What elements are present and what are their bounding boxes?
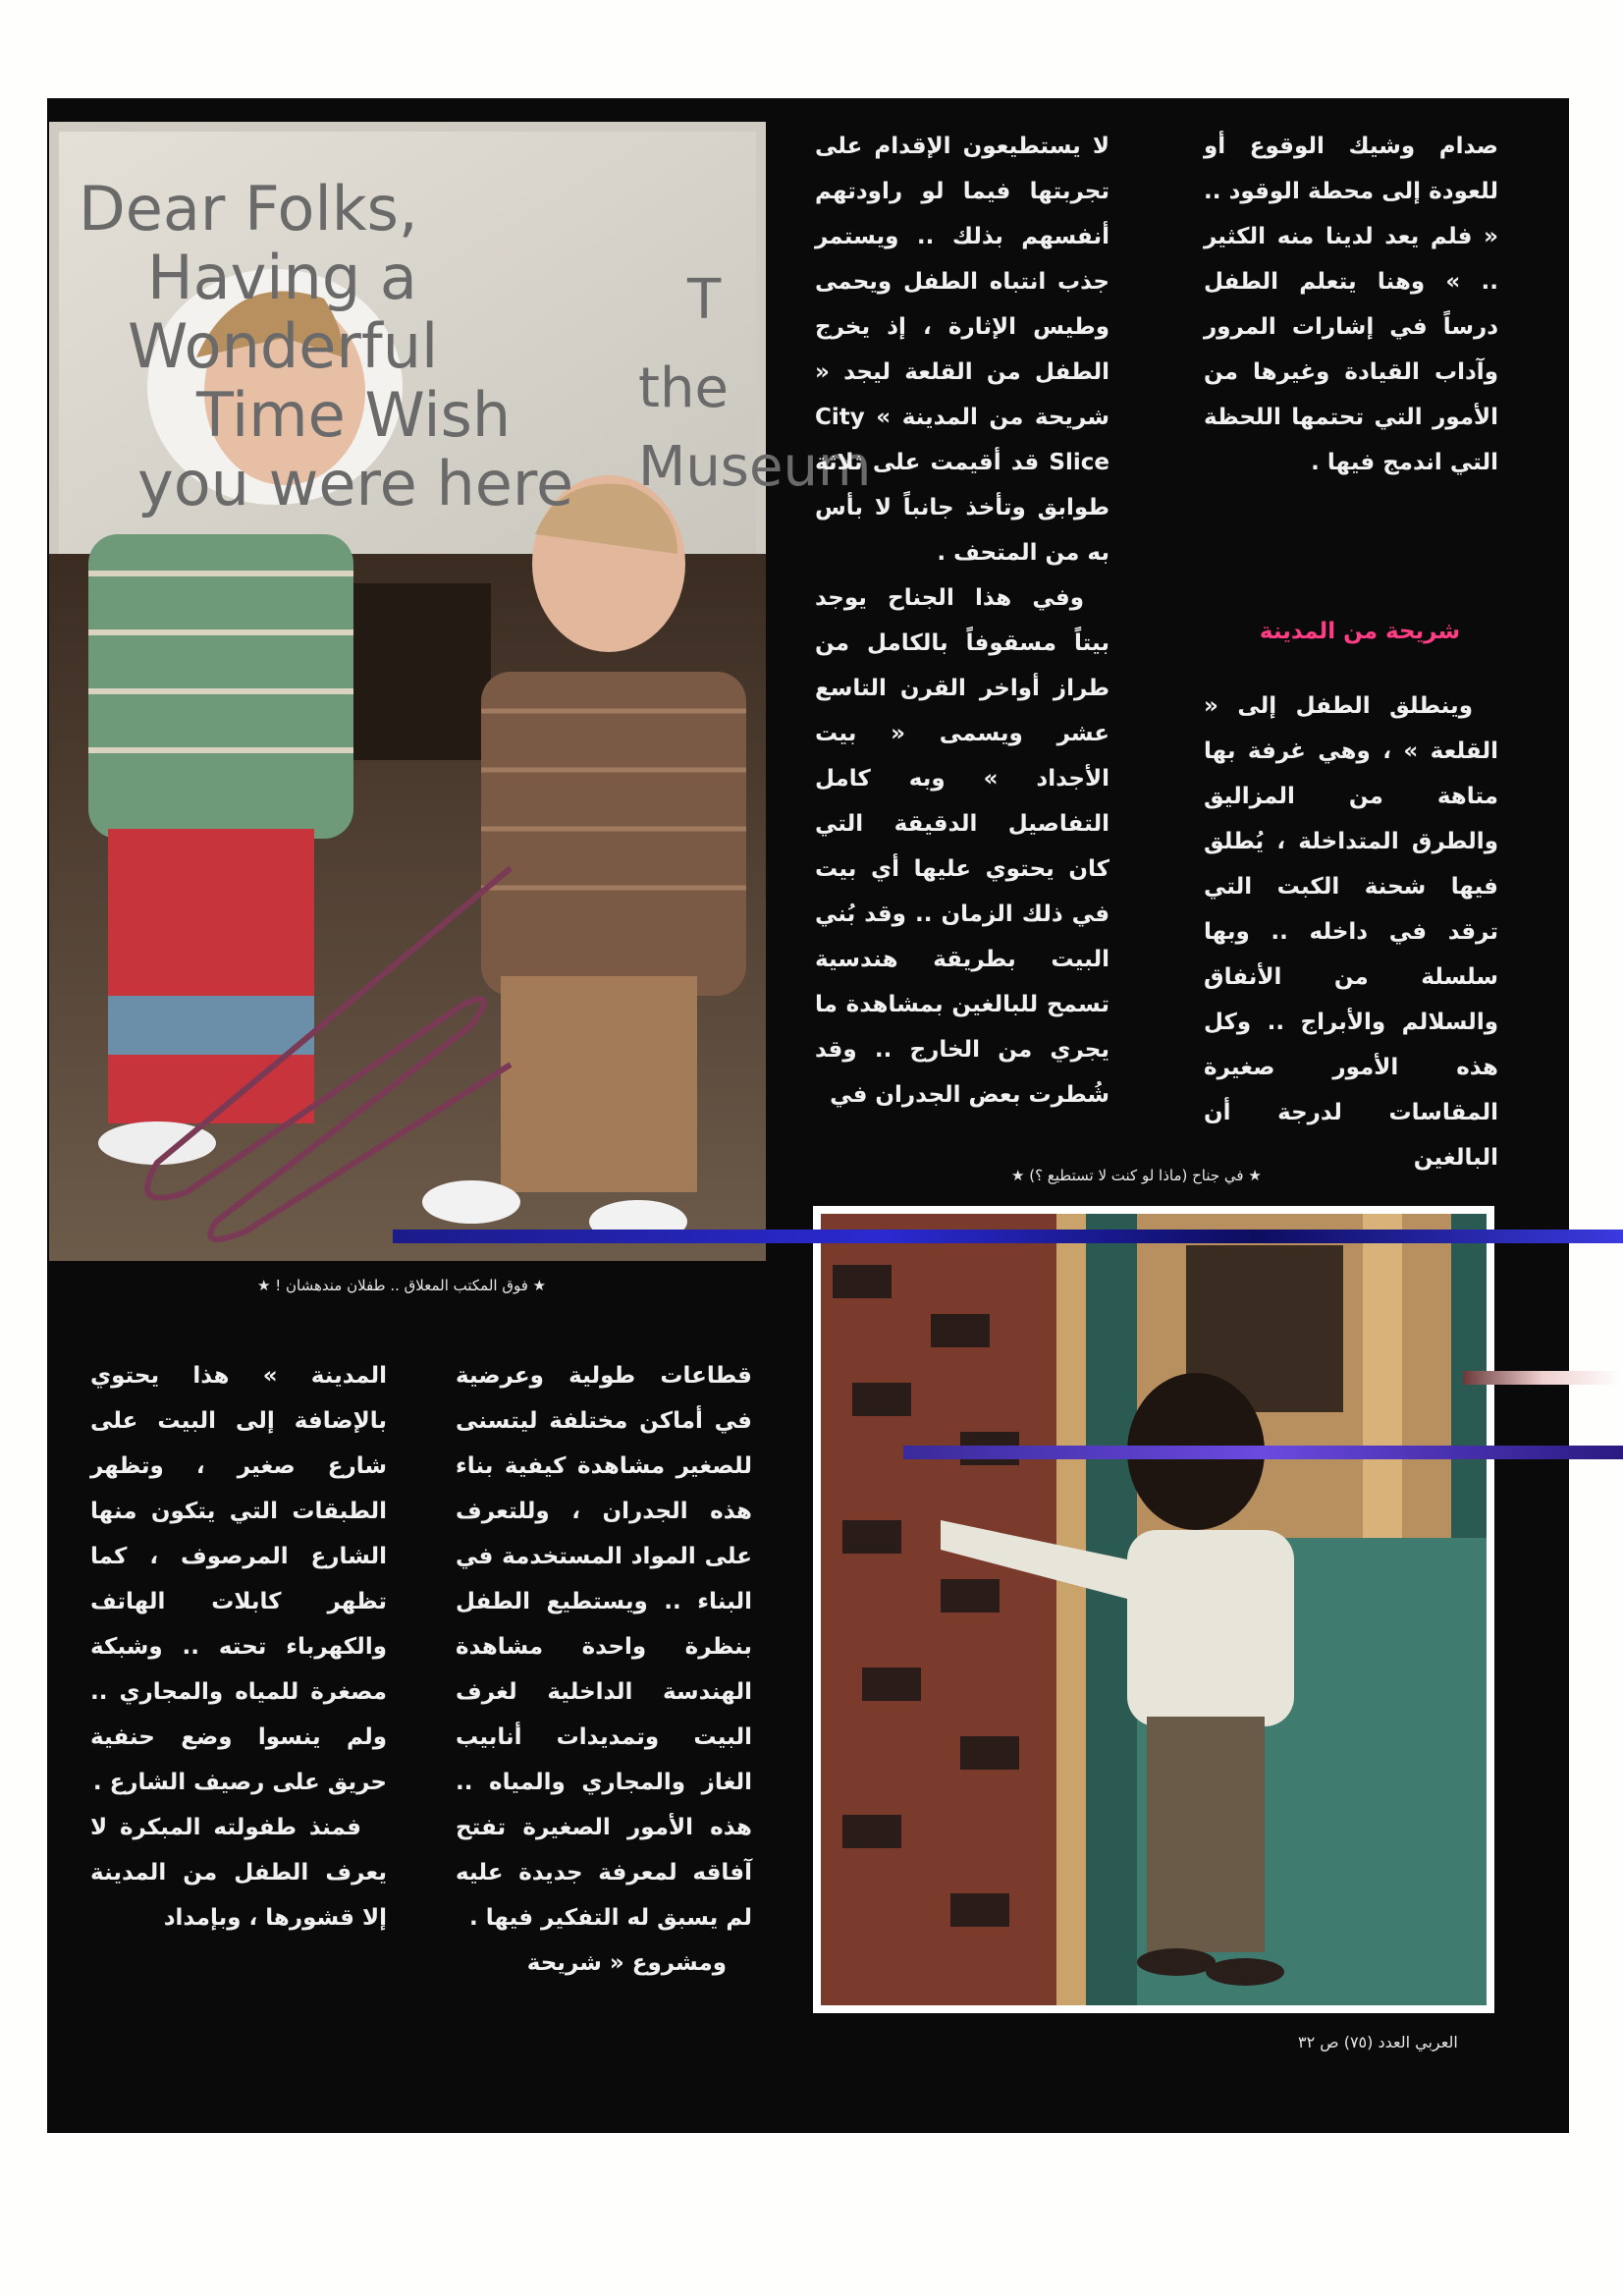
column-bottom-middle [456, 1353, 752, 1986]
sign-right-line-2: the [638, 356, 729, 420]
paragraph: قطاعات طولية وعرضية في أماكن مختلفة ليتسنى للصغير مشاهدة كيفية بناء هذه الجدران ، وللتعرف على المواد المستخدمة في البناء .. ويستطيع الطفل بنظرة واحدة مشاهدة الهندسة الداخلية لغرف البيت وتمديدات أنابيب الغاز والمجاري والمياه .. هذه الأمور الصغيرة تفتح آفاقه لمعرفة جديدة عليه لم يسبق له التفكير فيها . [456, 1363, 752, 1931]
paragraph: صدام وشيك الوقوع أو للعودة إلى محطة الوقود .. « فلم يعد لدينا منه الكثير .. » وهنا يتعلم الطفل درساً في إشارات المرور وآداب القيادة وغيرها من الأمور التي تحتمها اللحظة التي اندمج فيها . [1204, 134, 1498, 475]
paragraph: لا يستطيعون الإقدام على تجربتها فيما لو راودتهم أنفسهم بذلك .. ويستمر جذب انتباه الطفل ويحمى وطيس الإثارة ، إذ يخرج الطفل من القلعة ليجد « شريحة من المدينة » City Slice قد أقيمت على ثلاثة طوابق وتأخذ جانباً لا بأس به من المتحف . [815, 134, 1109, 566]
paragraph: فمنذ طفولته المبكرة لا يعرف الطفل من المدينة إلا قشورها ، وبإمداد [90, 1815, 387, 1931]
sign-line-1: Dear Folks, [79, 173, 418, 245]
photo-toddlers-image [49, 122, 872, 1261]
paragraph: ومشروع « شريحة [526, 1950, 727, 1976]
photo-child-wall [813, 1206, 1494, 2013]
sign-line-2: Having a [147, 242, 417, 313]
sign-right-line-1: T [687, 268, 722, 332]
scan-glitch-2 [1463, 1371, 1623, 1385]
scan-glitch-3 [903, 1446, 1623, 1459]
column-top-right-2 [1204, 683, 1498, 1180]
sign-line-5: you were here [137, 448, 574, 519]
column-top-middle [815, 124, 1109, 1118]
column-top-right [1204, 124, 1498, 485]
paragraph: وينطلق الطفل إلى « القلعة » ، وهي غرفة بها متاهة من المزاليق والطرق المتداخلة ، يُطلق فيها شحنة الكبت التي ترقد في داخله .. وبها سلسلة من الأنفاق والسلالم والأبراج .. وكل هذه الأمور صغيرة المقاسات لدرجة أن البالغين [1204, 693, 1498, 1171]
section-heading: شريحة من المدينة [1259, 619, 1461, 644]
sign-right-line-3: Museum [638, 435, 872, 499]
column-bottom-left [90, 1353, 387, 1941]
page-footer: العربي العدد (٧٥) ص ٣٢ [1298, 2033, 1458, 2051]
sign-line-3: Wonderful [128, 310, 439, 382]
photo-toddlers [49, 122, 872, 1261]
paragraph: المدينة » هذا يحتوي بالإضافة إلى البيت على شارع صغير ، وتظهر الطبقات التي يتكون منها الشارع المرصوف ، كما تظهر كابلات الهاتف والكهرباء تحته .. وشبكة مصغرة للمياه والمجاري .. ولم ينسوا وضع حنفية حريق على رصيف الشارع . [90, 1363, 387, 1795]
caption-photo-2: ★ في جناح (ماذا لو كنت لا تستطيع ؟) ★ [1011, 1167, 1262, 1184]
sign-line-4: Time Wish [196, 379, 512, 451]
caption-photo-1: ★ فوق المكتب المعلاق .. طفلان مندهشان ! ★ [257, 1277, 547, 1294]
photo-child-wall-image [813, 1206, 1494, 2013]
paragraph: وفي هذا الجناح يوجد بيتاً مسقوفاً بالكامل من طراز أواخر القرن التاسع عشر ويسمى « بيت الأجداد » وبه كامل التفاصيل الدقيقة التي كان يحتوي عليها أي بيت في ذلك الزمان .. وقد بُني البيت بطريقة هندسية تسمح للبالغين بمشاهدة ما يجري من الخارج .. وقد شُطرت بعض الجدران في [815, 585, 1109, 1108]
scan-glitch-1 [393, 1230, 1623, 1243]
